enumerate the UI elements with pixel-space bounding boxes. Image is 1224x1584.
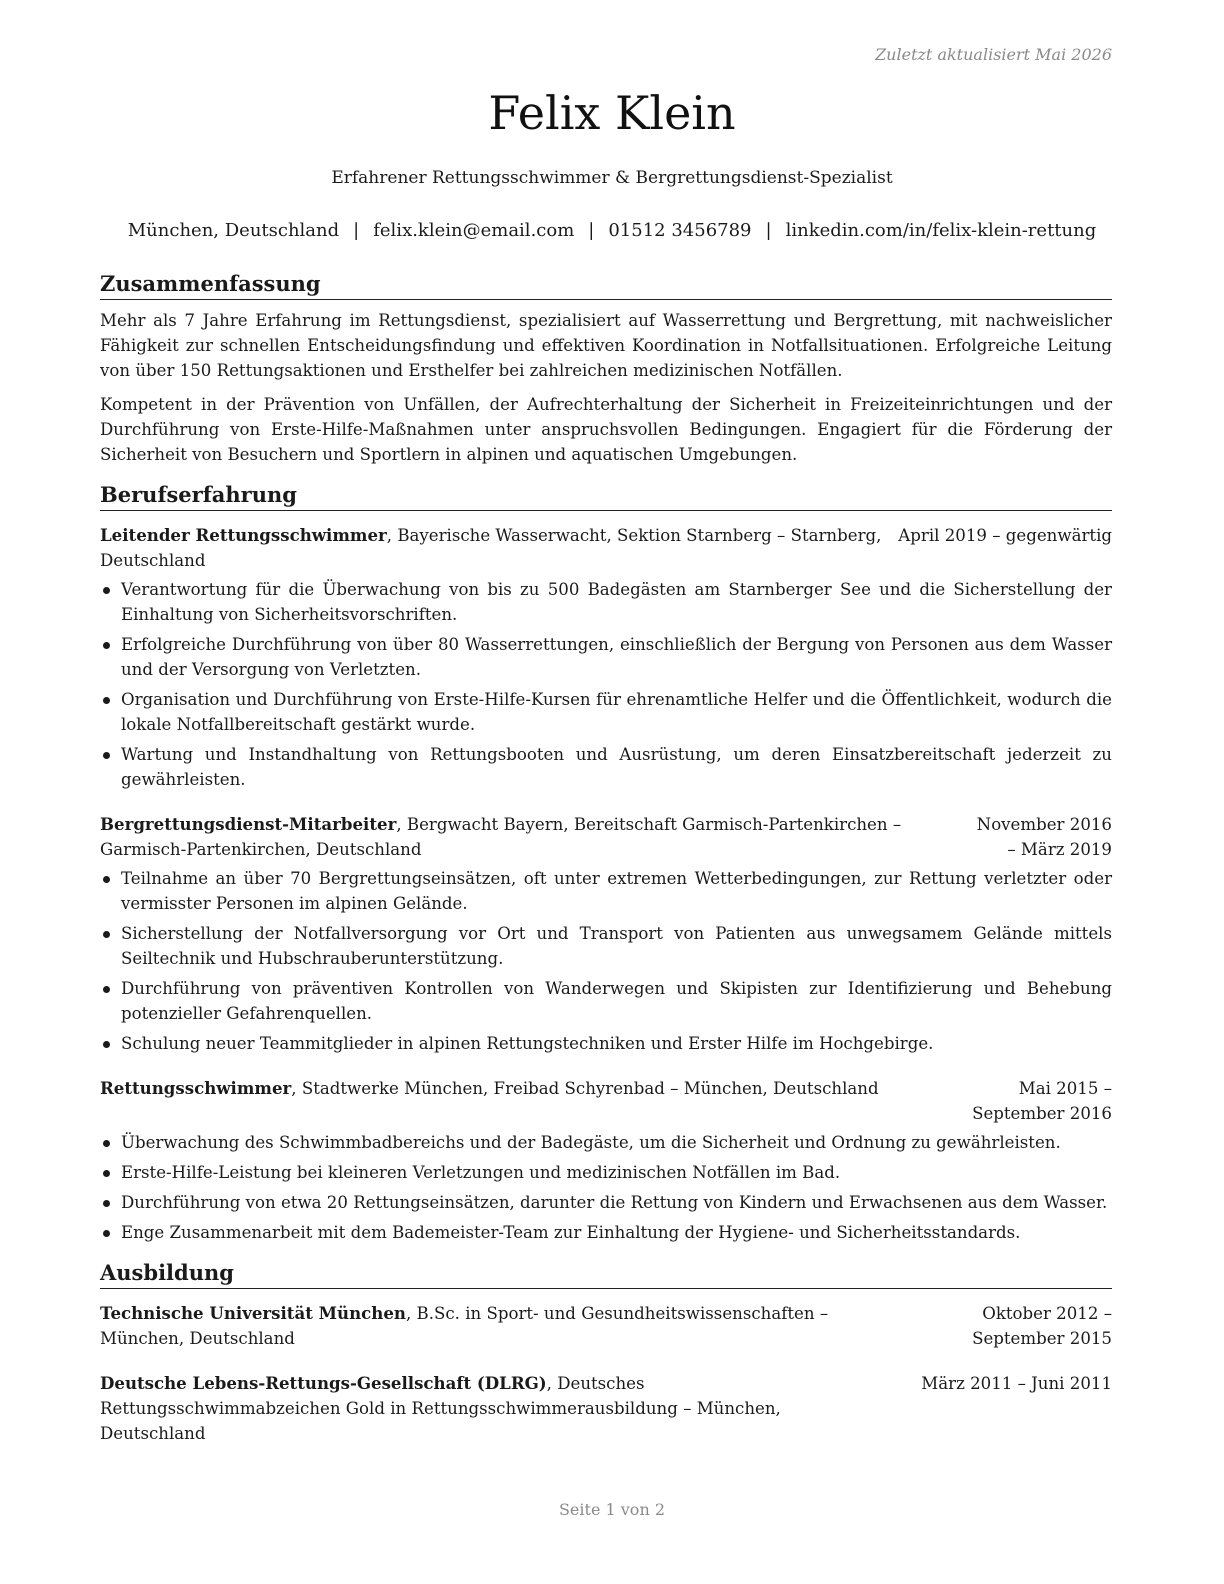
page-number: Seite 1 von 2 — [558, 1500, 666, 1519]
education-header — [100, 1301, 1112, 1351]
tagline: Erfahrener Rettungsschwimmer & Bergrettungsdienst-Spezialist — [331, 168, 893, 188]
job-role: Rettungsschwimmer — [100, 1078, 292, 1098]
education-detail: , B.Sc. in Sport- und Gesundheitswissenschaften – München, Deutschland — [100, 1304, 829, 1348]
job-bullet: Erste-Hilfe-Leistung bei kleineren Verletzungen und medizinischen Notfällen im Bad. — [100, 1160, 1112, 1185]
education-dates: März 2011 – Juni 2011 — [921, 1374, 1112, 1393]
job-entry — [100, 1076, 1112, 1245]
summary-paragraph: Mehr als 7 Jahre Erfahrung im Rettungsdienst, spezialisiert auf Wasserrettung und Bergrettung, mit nachweislicher Fähigkeit zur schnellen Entscheidungsfindung und effektiven Koordination in Notfallsituationen. Erfolgreiche Leitung von über 150 Rettungsaktionen und Ersthelfer bei zahlreichen medizinischen Notfällen. — [100, 311, 1112, 380]
section-title-summary: Zusammenfassung — [100, 270, 1112, 300]
contact-phone: 01512 3456789 — [608, 220, 752, 241]
job-title-line — [100, 523, 890, 573]
job-organization: , Stadtwerke München, Freibad Schyrenbad – München, Deutschland — [291, 1079, 879, 1098]
job-organization: , Bergwacht Bayern, Bereitschaft Garmisch-Partenkirchen – Garmisch-Partenkirchen, Deutschland — [100, 815, 902, 859]
section-title-experience: Berufserfahrung — [100, 481, 1112, 511]
education-entry — [100, 1371, 1112, 1446]
job-title-line — [100, 1076, 959, 1101]
job-entry — [100, 812, 1112, 1056]
contact-separator: | — [353, 220, 360, 241]
resume-content — [100, 270, 1112, 1446]
contact-separator: | — [588, 220, 595, 241]
job-bullet: Teilnahme an über 70 Bergrettungseinsätzen, oft unter extremen Wetterbedingungen, zur Rettung verletzter oder vermisster Personen im alpinen Gelände. — [100, 866, 1112, 916]
job-bullet: Überwachung des Schwimmbadbereichs und der Badegäste, um die Sicherheit und Ordnung zu gewährleisten. — [100, 1130, 1112, 1155]
job-bullet: Erfolgreiche Durchführung von über 80 Wasserrettungen, einschließlich der Bergung von Personen aus dem Wasser und der Versorgung von Verletzten. — [100, 632, 1112, 682]
education-title-line — [100, 1301, 884, 1351]
job-bullets — [100, 866, 1112, 1056]
contact-separator: | — [765, 220, 772, 241]
job-dates: Mai 2015 – September 2016 — [972, 1079, 1112, 1123]
education-header — [100, 1371, 1112, 1446]
candidate-name: Felix Klein — [488, 86, 736, 140]
last-updated: Zuletzt aktualisiert Mai 2026 — [875, 45, 1112, 64]
education-institution: Technische Universität München — [100, 1303, 406, 1323]
education-detail: , Deutsches Rettungsschwimmabzeichen Gold in Rettungsschwimmerausbildung – München, Deutschland — [100, 1374, 781, 1443]
job-entry — [100, 523, 1112, 792]
job-title-line — [100, 812, 959, 862]
education-institution: Deutsche Lebens-Rettungs-Gesellschaft (DLRG) — [100, 1373, 547, 1393]
job-bullet: Sicherstellung der Notfallversorgung vor Ort und Transport von Patienten aus unwegsamem Gelände mittels Seiltechnik und Hubschrauberunterstützung. — [100, 921, 1112, 971]
job-header — [100, 523, 1112, 573]
job-bullets — [100, 1130, 1112, 1245]
job-role: Leitender Rettungsschwimmer — [100, 525, 387, 545]
job-bullet: Enge Zusammenarbeit mit dem Bademeister-Team zur Einhaltung der Hygiene- und Sicherheitsstandards. — [100, 1220, 1112, 1245]
section-title-education: Ausbildung — [100, 1259, 1112, 1289]
job-organization: , Bayerische Wasserwacht, Sektion Starnberg – Starnberg, Deutschland — [100, 526, 882, 570]
job-dates: April 2019 – gegenwärtig — [898, 526, 1112, 545]
job-dates: November 2016 – März 2019 — [976, 815, 1112, 859]
job-header — [100, 812, 1112, 862]
job-role: Bergrettungsdienst-Mitarbeiter — [100, 814, 397, 834]
contact-location: München, Deutschland — [127, 220, 340, 241]
job-bullet: Durchführung von präventiven Kontrollen von Wanderwegen und Skipisten zur Identifizierung und Behebung potenzieller Gefahrenquellen. — [100, 976, 1112, 1026]
job-bullet: Durchführung von etwa 20 Rettungseinsätzen, darunter die Rettung von Kindern und Erwachsenen aus dem Wasser. — [100, 1190, 1112, 1215]
contact-linkedin[interactable]: linkedin.com/in/felix-klein-rettung — [785, 220, 1097, 241]
contact-line — [0, 220, 1224, 241]
job-bullet: Verantwortung für die Überwachung von bis zu 500 Badegästen am Starnberger See und die Sicherstellung der Einhaltung von Sicherheitsvorschriften. — [100, 577, 1112, 627]
summary-paragraph: Kompetent in der Prävention von Unfällen, der Aufrechterhaltung der Sicherheit in Freizeiteinrichtungen und der Durchführung von Erste-Hilfe-Maßnahmen unter anspruchsvollen Bedingungen. Engagiert für die Förderung der Sicherheit von Besuchern und Sportlern in alpinen und aquatischen Umgebungen. — [100, 395, 1112, 464]
education-entry — [100, 1301, 1112, 1351]
job-bullet: Schulung neuer Teammitglieder in alpinen Rettungstechniken und Erster Hilfe im Hochgebirge. — [100, 1031, 1112, 1056]
education-dates: Oktober 2012 – September 2015 — [972, 1304, 1112, 1348]
job-bullet: Wartung und Instandhaltung von Rettungsbooten und Ausrüstung, um deren Einsatzbereitschaft jederzeit zu gewährleisten. — [100, 742, 1112, 792]
contact-email[interactable]: felix.klein@email.com — [373, 220, 575, 241]
job-bullet: Organisation und Durchführung von Erste-Hilfe-Kursen für ehrenamtliche Helfer und die Öffentlichkeit, wodurch die lokale Notfallbereitschaft gestärkt wurde. — [100, 687, 1112, 737]
job-bullets — [100, 577, 1112, 792]
education-title-line — [100, 1371, 884, 1446]
job-header — [100, 1076, 1112, 1126]
